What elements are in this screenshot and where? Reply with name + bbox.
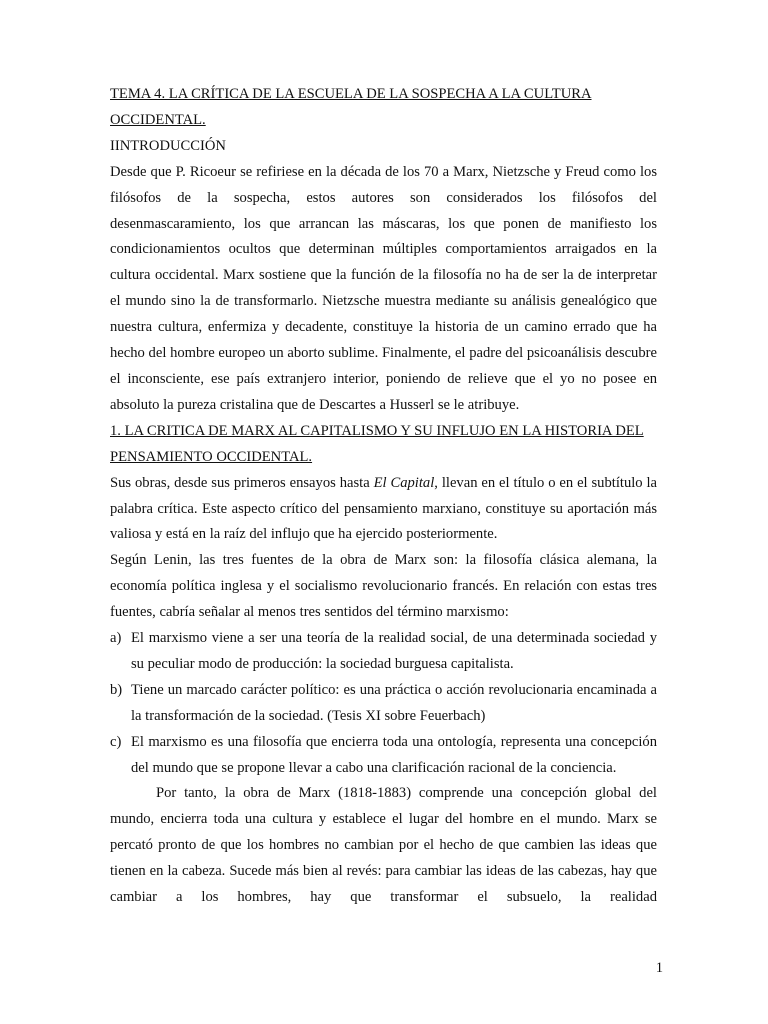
paragraph-text: , llevan en el título o en el subtítulo la palabra crítica. Este aspecto crítico del pensamiento marxiano, constituye su aportación más valiosa y está en la raíz del influjo que ha ejercido posteriormente. (110, 474, 658, 543)
list-item (110, 678, 657, 730)
book-title-el-capital: El Capital (373, 474, 435, 491)
intro-heading: IINTRODUCCIÓN (110, 137, 226, 154)
list-item (110, 626, 657, 678)
section-1-paragraph-3: Por tanto, la obra de Marx (1818-1883) comprende una concepción global del mundo, encierra toda una cultura y establece el lugar del hombre en el mundo. Marx se percató pronto de que los hombres no cambian por el hecho de que cambien las ideas que tienen en la cabeza. Sucede más bien al revés: para cambiar las ideas de las cabezas, hay que cambiar a los hombres, hay que transformar el subsuelo, la realidad (110, 785, 657, 906)
section-1-heading: 1. LA CRITICA DE MARX AL CAPITALISMO Y SU INFLUJO EN LA HISTORIA DEL PENSAMIENTO OCCIDENTAL. (110, 422, 644, 465)
marxism-senses-list (110, 626, 657, 781)
intro-paragraph: Desde que P. Ricoeur se refiriese en la década de los 70 a Marx, Nietzsche y Freud como los filósofos de la sospecha, estos autores son considerados los filósofos del desenmascaramiento, los que arrancan las máscaras, los que ponen de manifiesto los condicionamientos ocultos que determinan múltiples comportamientos arraigados en la cultura occidental. Marx sostiene que la función de la filosofía no ha de ser la de interpretar el mundo sino la de transformarlo. Nietzsche muestra mediante su análisis genealógico que nuestra cultura, enfermiza y decadente, constituye la historia de un camino errado que ha hecho del hombre europeo un aborto sublime. Finalmente, el padre del psicoanálisis descubre el inconsciente, ese país extranjero interior, poniendo de relieve que el yo no posee en absoluto la pureza cristalina que de Descartes a Husserl se le atribuye. (110, 163, 657, 413)
list-item-text: El marxismo es una filosofía que encierra toda una ontología, representa una concepción del mundo que se propone llevar a cabo una clarificación racional de la conciencia. (131, 733, 657, 776)
section-1-paragraph-2: Según Lenin, las tres fuentes de la obra de Marx son: la filosofía clásica alemana, la economía política inglesa y el socialismo revolucionario francés. En relación con estas tres fuentes, cabría señalar al menos tres sentidos del término marxismo: (110, 552, 657, 621)
list-marker: c) (110, 733, 122, 750)
page-number: 1 (655, 960, 663, 976)
list-item-text: El marxismo viene a ser una teoría de la realidad social, de una determinada sociedad y su peculiar modo de producción: la sociedad burguesa capitalista. (131, 630, 657, 672)
section-1-paragraph-1 (110, 471, 657, 549)
document-title: TEMA 4. LA CRÍTICA DE LA ESCUELA DE LA SOSPECHA A LA CULTURA OCCIDENTAL. (110, 86, 592, 128)
list-item-text: Tiene un marcado carácter político: es una práctica o acción revolucionaria encaminada a la transformación de la sociedad. (Tesis XI sobre Feuerbach) (131, 681, 657, 724)
list-marker: b) (110, 681, 123, 698)
paragraph-text: Sus obras, desde sus primeros ensayos hasta (110, 474, 374, 491)
document-body (110, 82, 657, 911)
list-marker: a) (110, 630, 122, 647)
list-item (110, 730, 657, 782)
